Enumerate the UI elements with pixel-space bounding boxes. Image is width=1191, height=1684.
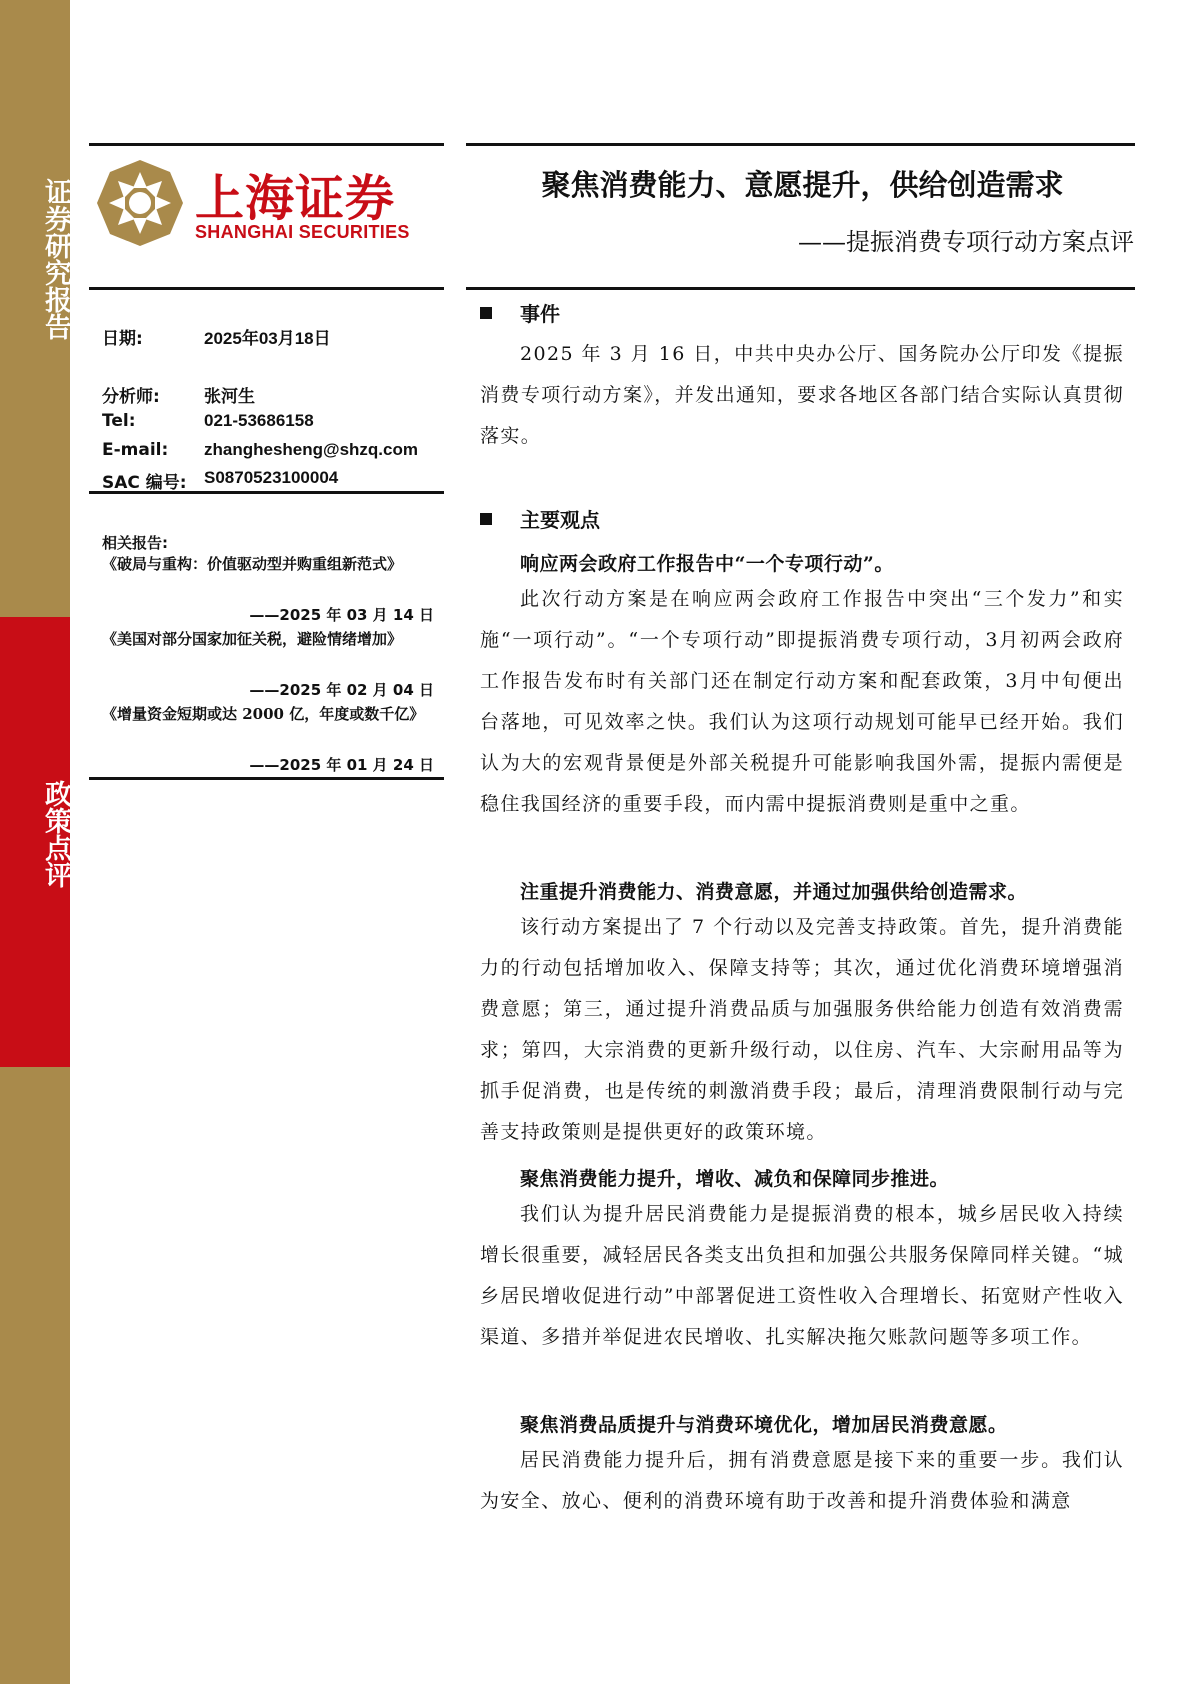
related-report-3-date: ——2025 年 01 月 24 日 [249,756,434,774]
related-report-2-date: ——2025 年 02 月 04 日 [249,681,434,699]
view-2-heading: 注重提升消费能力、消费意愿，并通过加强供给创造需求。 [520,881,1028,903]
square-bullet-icon [480,307,492,319]
event-paragraph: 2025 年 3 月 16 日，中共中央办公厅、国务院办公厅印发《提振消费专项行动方案》，并发出通知，要求各地区各部门结合实际认真贯彻落实。 [480,343,1124,447]
logo-english-name: SHANGHAI SECURITIES [195,222,410,242]
view-3-paragraph: 我们认为提升居民消费能力是提振消费的根本，城乡居民收入持续增长很重要，减轻居民各类支出负担和加强公共服务保障同样关键。“城乡居民增收促进行动”中部署促进工资性收入合理增长、拓宽财产性收入渠道、多措并举促进农民增收、扎实解决拖欠账款问题等多项工作。 [480,1203,1124,1348]
email-label: E-mail: [102,440,169,460]
tel-label: Tel: [102,411,136,431]
square-bullet-icon [480,513,492,525]
octagon-logo-icon [95,158,185,248]
related-reports-title: 相关报告: [102,534,168,552]
email-value[interactable]: zhanghesheng@shzq.com [204,440,418,459]
logo-chinese-name: 上海证券 [195,170,396,227]
analyst-label: 分析师: [102,387,160,407]
sac-value: S0870523100004 [204,468,339,487]
view-4-heading: 聚焦消费品质提升与消费环境优化，增加居民消费意愿。 [520,1414,1008,1436]
right-header-rule [466,287,1135,290]
related-report-2[interactable]: 《美国对部分国家加征关税，避险情绪增加》 [102,630,403,648]
analyst-value: 张河生 [204,387,255,407]
view-1-heading: 响应两会政府工作报告中“一个专项行动”。 [520,553,894,575]
tel-value: 021-53686158 [204,411,314,430]
view-1-paragraph: 此次行动方案是在响应两会政府工作报告中突出“三个发力”和实施“一项行动”。“一个专项行动”即提振消费专项行动，3月初两会政府工作报告发布时有关部门还在制定行动方案和配套政策，3月中旬便出台落地，可见效率之快。我们认为这项行动规划可能早已经开始。我们认为大的宏观背景便是外部关税提升可能影响我国外需，提振内需便是稳住我国经济的重要手段，而内需中提振消费则是重中之重。 [480,588,1124,815]
view-3-heading: 聚焦消费能力提升，增收、减负和保障同步推进。 [520,1168,950,1190]
right-top-rule [466,143,1135,146]
views-heading [480,504,600,533]
company-logo [95,158,440,248]
sac-label: SAC 编号: [102,473,187,493]
date-value: 2025年03月18日 [204,329,331,348]
date-label: 日期: [102,329,143,349]
left-header-rule [89,287,444,290]
report-title: 聚焦消费能力、意愿提升，供给创造需求 [541,168,1064,202]
event-heading [480,298,560,327]
related-report-3[interactable]: 《增量资金短期或达 2000 亿，年度或数千亿》 [102,705,425,723]
view-2-paragraph: 该行动方案提出了 7 个行动以及完善支持政策。首先，提升消费能力的行动包括增加收入、保障支持等；其次，通过优化消费环境增强消费意愿；第三，通过提升消费品质与加强服务供给能力创造有效消费需求；第四，大宗消费的更新升级行动，以住房、汽车、大宗耐用品等为抓手促消费，也是传统的刺激消费手段；最后，清理消费限制行动与完善支持政策则是提供更好的政策环境。 [480,916,1124,1143]
views-heading-text: 主要观点 [520,508,600,532]
event-heading-text: 事件 [520,302,560,326]
sidebar-report-type: 证券研究报告 [40,178,71,340]
sidebar-gold-bottom [0,1067,70,1684]
left-top-rule [89,143,444,146]
related-report-1[interactable]: 《破局与重构：价值驱动型并购重组新范式》 [102,555,403,573]
view-4-paragraph: 居民消费能力提升后，拥有消费意愿是接下来的重要一步。我们认为安全、放心、便利的消费环境有助于改善和提升消费体验和满意 [480,1449,1124,1512]
report-subtitle: ——提振消费专项行动方案点评 [798,228,1134,256]
related-bottom-rule [89,777,444,780]
sidebar-category: 政策点评 [40,780,71,888]
related-report-1-date: ——2025 年 03 月 14 日 [249,606,434,624]
